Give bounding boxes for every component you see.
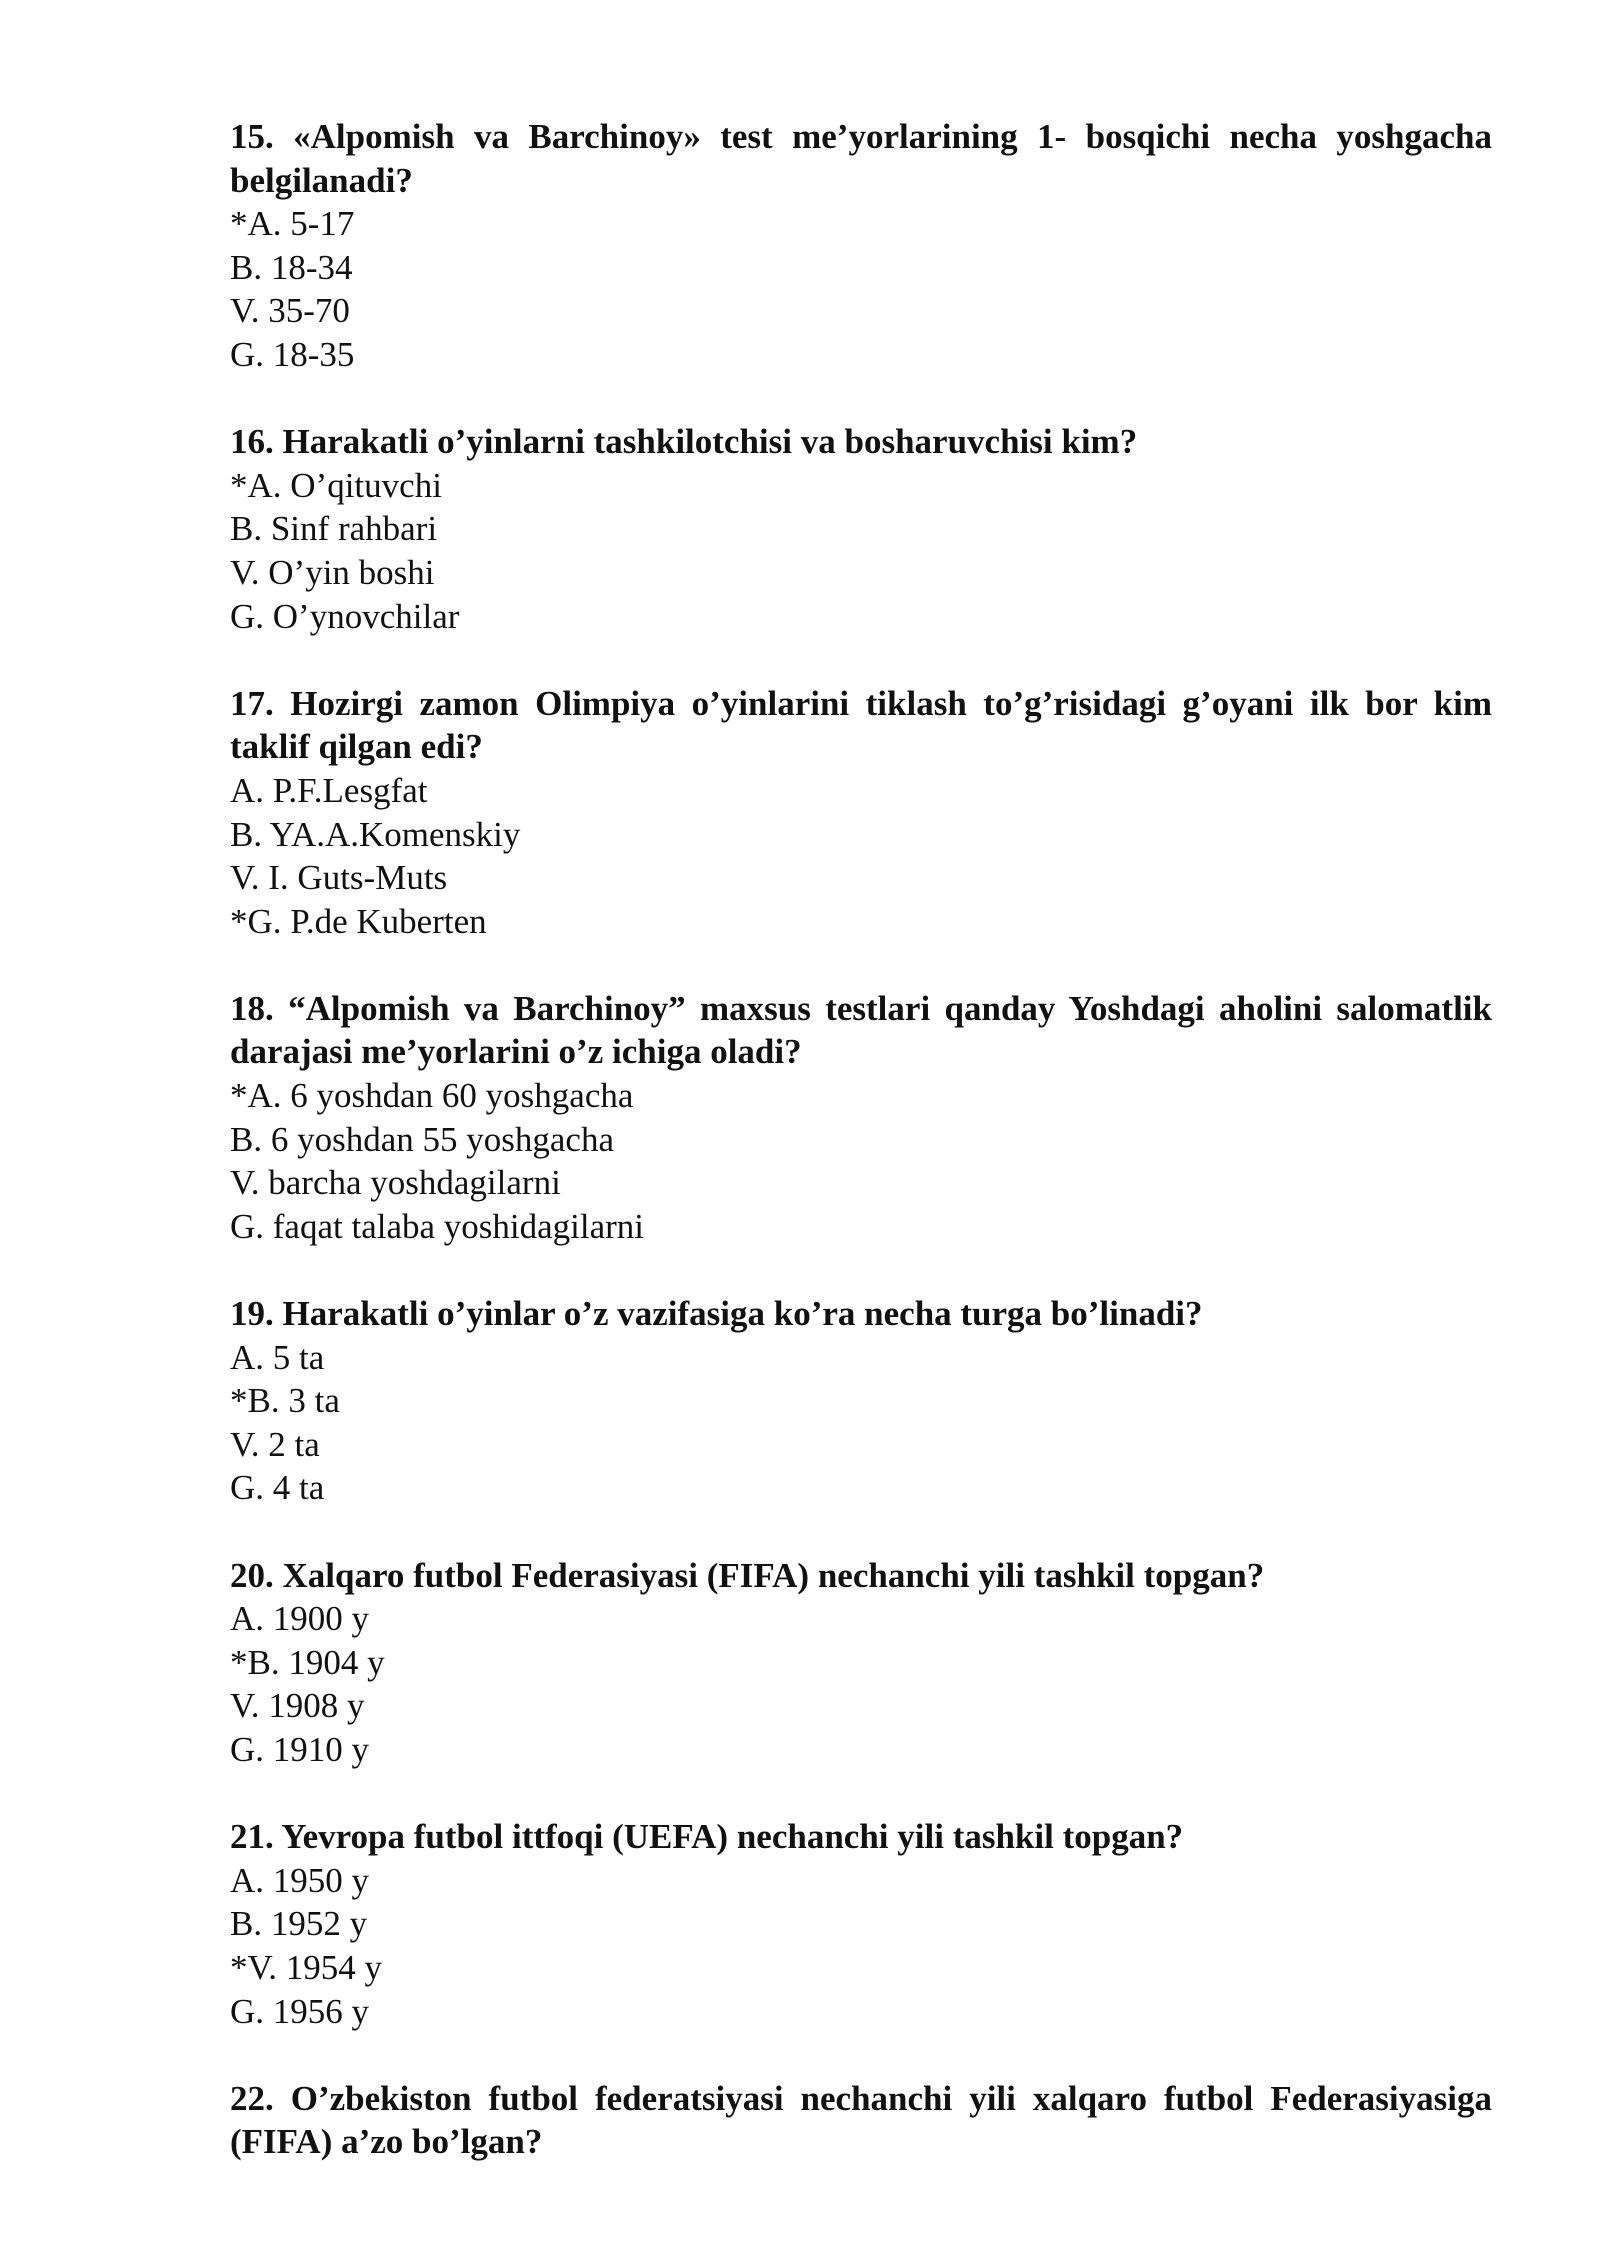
- answer-option-v: *V. 1954 y: [230, 1947, 383, 1987]
- question-16: [230, 420, 1492, 638]
- answer-option-v: V. I. Guts-Muts: [230, 858, 448, 898]
- answer-option-v: V. 1908 y: [230, 1686, 365, 1726]
- answer-option-g: G. 18-35: [230, 334, 355, 374]
- answer-option-g: *G. P.de Kuberten: [230, 901, 487, 941]
- answer-option-a: A. 1950 y: [230, 1860, 370, 1900]
- answer-option-b: B. YA.A.Komenskiy: [230, 814, 521, 854]
- answer-option-b: *B. 1904 y: [230, 1642, 385, 1682]
- answer-option-v: V. O’yin boshi: [230, 552, 435, 592]
- question-text: 21. Yevropa futbol ittfoqi (UEFA) nechanchi yili tashkil topgan?: [230, 1817, 1184, 1857]
- question-19: [230, 1292, 1492, 1510]
- question-15: [230, 115, 1492, 377]
- question-text: 18. “Alpomish va Barchinoy” maxsus testlari qanday Yoshdagi aholini salomatlik darajasi me’yorlarini o’z ichiga oladi?: [230, 988, 1492, 1072]
- answer-option-g: G. 1956 y: [230, 1991, 370, 2031]
- question-text: 20. Xalqaro futbol Federasiyasi (FIFA) nechanchi yili tashkil topgan?: [230, 1555, 1265, 1595]
- question-text: 16. Harakatli o’yinlarni tashkilotchisi va bosharuvchisi kim?: [230, 422, 1138, 462]
- question-17: [230, 682, 1492, 944]
- answer-option-a: A. 5 ta: [230, 1337, 325, 1377]
- answer-option-b: B. 18-34: [230, 247, 353, 287]
- answer-option-b: *B. 3 ta: [230, 1381, 340, 1421]
- question-21: [230, 1815, 1492, 2033]
- answer-option-g: G. 4 ta: [230, 1468, 325, 1508]
- answer-option-a: *A. 6 yoshdan 60 yoshgacha: [230, 1076, 634, 1116]
- answer-option-g: G. O’ynovchilar: [230, 596, 460, 636]
- question-text: 17. Hozirgi zamon Olimpiya o’yinlarini tiklash to’g’risidagi g’oyani ilk bor kim taklif qilgan edi?: [230, 683, 1492, 767]
- answer-option-v: V. 2 ta: [230, 1424, 320, 1464]
- answer-option-a: *A. O’qituvchi: [230, 465, 442, 505]
- answer-option-a: A. 1900 y: [230, 1599, 370, 1639]
- answer-option-b: B. Sinf rahbari: [230, 509, 438, 549]
- question-20: [230, 1554, 1492, 1772]
- answer-option-a: *A. 5-17: [230, 204, 355, 244]
- answer-option-v: V. barcha yoshdagilarni: [230, 1163, 561, 1203]
- question-18: [230, 987, 1492, 1249]
- answer-option-b: B. 6 yoshdan 55 yoshgacha: [230, 1119, 614, 1159]
- document-page: [230, 115, 1492, 2208]
- question-text: 22. O’zbekiston futbol federatsiyasi nechanchi yili xalqaro futbol Federasiyasiga (FIFA) a’zo bo’lgan?: [230, 2078, 1492, 2162]
- question-text: 19. Harakatli o’yinlar o’z vazifasiga ko’ra necha turga bo’linadi?: [230, 1294, 1203, 1334]
- question-text: 15. «Alpomish va Barchinoy» test me’yorlarining 1- bosqichi necha yoshgacha belgilanadi?: [230, 117, 1492, 200]
- answer-option-b: B. 1952 y: [230, 1904, 368, 1944]
- answer-option-v: V. 35-70: [230, 291, 350, 331]
- answer-option-a: A. P.F.Lesgfat: [230, 770, 428, 810]
- question-22: [230, 2077, 1492, 2164]
- answer-option-g: G. faqat talaba yoshidagilarni: [230, 1206, 645, 1246]
- answer-option-g: G. 1910 y: [230, 1729, 370, 1769]
